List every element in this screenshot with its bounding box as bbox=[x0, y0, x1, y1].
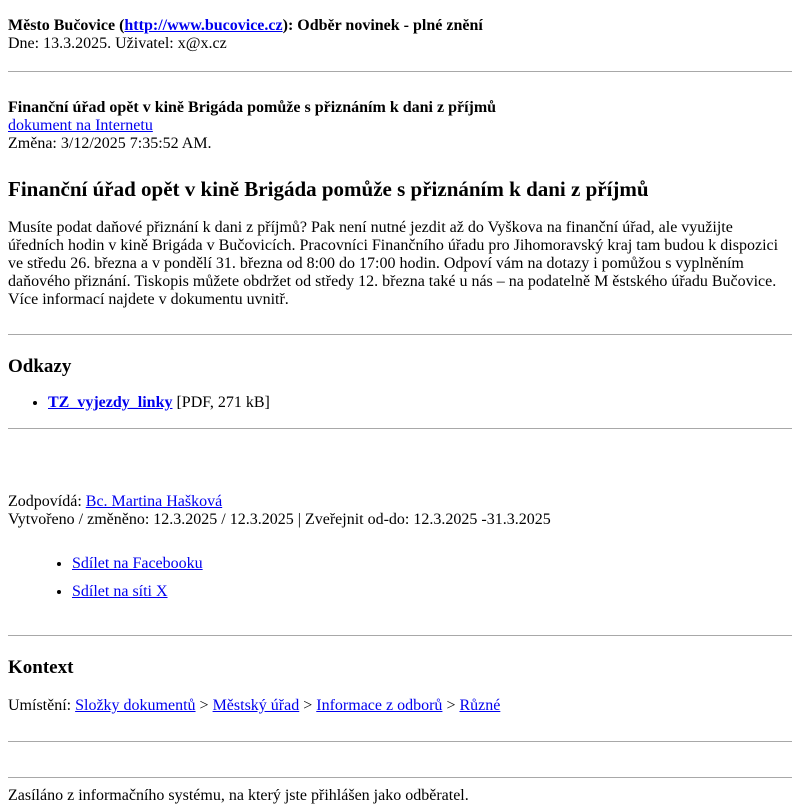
location-label: Umístění: bbox=[8, 697, 72, 714]
divider bbox=[8, 334, 792, 335]
article-body: Musíte podat daňové přiznání k dani z příjmů? Pak není nutné jezdit až do Vyškova na finanční úřad, ale využijte úředních hodin v kině Brigáda v Bučovicích. Pracovníci Finančního úřadu pro Jihomoravský kraj tam budou k dispozici ve středu 26. března a v pondělí 31. března od 8:00 do 17:00 hodin. Odpoví vám na dotazy i pomůžou s vyplněním daňového přiznání. Tiskopis můžete obdržet od středy 12. března také u nás – na podatelně M ěstského úřadu Bučovice. Více informací najdete v dokumentu uvnitř. bbox=[8, 219, 779, 308]
newsletter-header bbox=[8, 17, 792, 53]
share-facebook-link[interactable]: Sdílet na Facebooku bbox=[72, 555, 203, 572]
breadcrumb-separator: > bbox=[446, 697, 456, 714]
links-heading: Odkazy bbox=[8, 356, 72, 377]
divider bbox=[8, 428, 792, 429]
share-item bbox=[72, 555, 792, 573]
divider bbox=[8, 777, 792, 778]
divider bbox=[8, 635, 792, 636]
article-heading: Finanční úřad opět v kině Brigáda pomůže s přiznáním k dani z příjmů bbox=[8, 177, 649, 201]
breadcrumb-separator: > bbox=[303, 697, 313, 714]
share-list bbox=[8, 555, 792, 601]
site-url-link[interactable]: http://www.bucovice.cz bbox=[124, 17, 283, 34]
breadcrumb bbox=[8, 697, 792, 715]
links-list bbox=[8, 394, 792, 412]
context-heading: Kontext bbox=[8, 657, 74, 678]
breadcrumb-link[interactable]: Informace z odborů bbox=[316, 697, 443, 714]
header-title: Město Bučovice (http://www.bucovice.cz): Odběr novinek - plné znění bbox=[8, 17, 483, 34]
breadcrumb-link[interactable]: Složky dokumentů bbox=[75, 697, 196, 714]
document-on-internet-link[interactable]: dokument na Internetu bbox=[8, 117, 153, 134]
breadcrumb-link[interactable]: Různé bbox=[459, 697, 501, 714]
divider bbox=[8, 71, 792, 72]
date-user-line: Dne: 13.3.2025. Uživatel: x@x.cz bbox=[8, 35, 227, 52]
header-title-suffix: : Odběr novinek - plné znění bbox=[287, 17, 483, 34]
attachment-meta: [PDF, 271 kB] bbox=[176, 394, 270, 411]
attachment-link[interactable]: TZ_vyjezdy_linky bbox=[48, 394, 173, 411]
responsible-line bbox=[8, 493, 792, 511]
breadcrumb-link[interactable]: Městský úřad bbox=[212, 697, 300, 714]
article-meta bbox=[8, 99, 792, 153]
share-item bbox=[72, 583, 792, 601]
attachment-item bbox=[48, 394, 792, 412]
footer-note: Zasíláno z informačního systému, na který jste přihlášen jako odběratel. bbox=[8, 787, 469, 804]
divider bbox=[8, 741, 792, 742]
responsible-person-link[interactable]: Bc. Martina Hašková bbox=[85, 493, 223, 510]
share-x-link[interactable]: Sdílet na síti X bbox=[72, 583, 168, 600]
site-name: Město Bučovice bbox=[8, 17, 116, 34]
responsible-label: Zodpovídá: bbox=[8, 493, 82, 510]
article-short-title: Finanční úřad opět v kině Brigáda pomůže s přiznáním k dani z příjmů bbox=[8, 99, 497, 116]
change-timestamp: Změna: 3/12/2025 7:35:52 AM. bbox=[8, 135, 212, 152]
created-published-line: Vytvořeno / změněno: 12.3.2025 / 12.3.2025 | Zveřejnit od-do: 12.3.2025 -31.3.2025 bbox=[8, 511, 551, 528]
breadcrumb-separator: > bbox=[199, 697, 209, 714]
